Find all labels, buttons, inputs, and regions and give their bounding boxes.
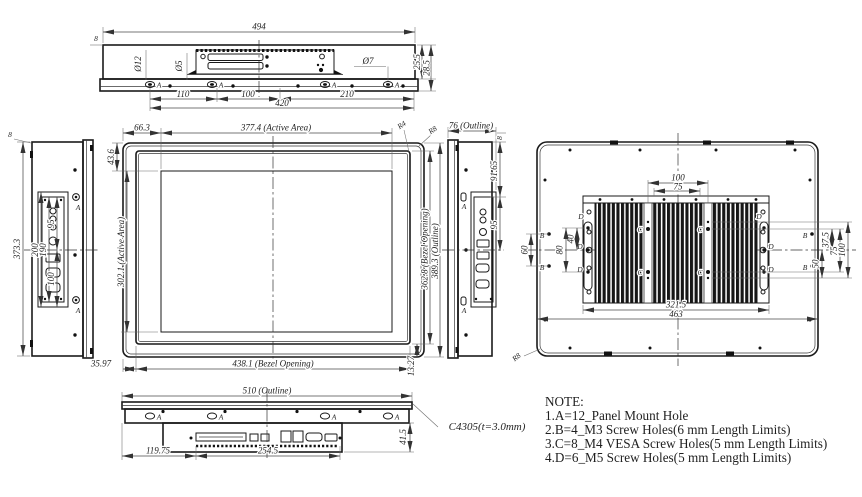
dim-top-span3: 210 bbox=[340, 89, 354, 99]
dim-front-margin-bottom-left: 35.97 bbox=[90, 358, 112, 369]
active-area bbox=[161, 171, 392, 332]
hole-callout-dia5: Ø5 bbox=[174, 60, 184, 72]
dim-right-95: 95 bbox=[489, 220, 499, 230]
top-mount-plate bbox=[187, 50, 343, 75]
hole-label-a: A bbox=[218, 412, 224, 422]
hole-label-a: A bbox=[394, 80, 400, 90]
dim-rear-vesa100-width: 100 bbox=[671, 172, 685, 183]
dim-rear-80: 80 bbox=[554, 245, 565, 255]
front-view bbox=[90, 119, 444, 376]
dim-front-active-height: 302.1 (Active Area) bbox=[116, 216, 126, 288]
dim-rear-width: 463 bbox=[669, 309, 683, 319]
hole-label-c: C bbox=[697, 268, 703, 277]
dim-front-bezel-height: 362.8 (Bezel Opening) bbox=[419, 208, 430, 290]
note-line-4: 4.D=6_M5 Screw Holes(5 mm Length Limits) bbox=[545, 450, 792, 465]
hole-label-d: D bbox=[577, 242, 583, 251]
dim-rear-40: 40 bbox=[565, 234, 576, 244]
hole-label-d: D bbox=[578, 212, 584, 221]
note-line-1: 1.A=12_Panel Mount Hole bbox=[545, 408, 689, 423]
bottom-mount-holes bbox=[145, 410, 392, 419]
dim-bottom-11975: 119.75 bbox=[145, 445, 171, 456]
dim-right-offset-top: 8 bbox=[495, 136, 504, 140]
dim-top-height2: 28.5 bbox=[421, 60, 432, 76]
hole-label-a: A bbox=[156, 412, 162, 422]
dim-rear-vesa75-width: 75 bbox=[673, 181, 683, 192]
hole-label-a: A bbox=[75, 306, 81, 315]
dim-rear-60: 60 bbox=[519, 245, 530, 255]
dim-rear-heatsink-width: 321.5 bbox=[665, 299, 687, 310]
hole-label-b: B bbox=[802, 231, 808, 240]
hole-callout-dia7: Ø7 bbox=[362, 56, 374, 66]
heatsink bbox=[583, 196, 769, 303]
dim-top-span2: 100 bbox=[241, 89, 255, 99]
dim-left-100: 100 bbox=[46, 272, 56, 286]
dim-front-active-width: 377.4 (Active Area) bbox=[240, 122, 312, 133]
dim-left-95: 95 bbox=[46, 219, 56, 229]
top-view bbox=[90, 22, 436, 112]
radius-label-r8: R8 bbox=[426, 123, 439, 137]
left-side-view bbox=[8, 130, 100, 358]
dim-rear-75: 75 bbox=[829, 246, 839, 256]
dim-rear-100: 100 bbox=[837, 243, 847, 257]
rear-view bbox=[510, 133, 856, 366]
hole-label-d: D bbox=[768, 242, 774, 251]
hole-label-a: A bbox=[156, 80, 162, 90]
bottom-io-ports bbox=[190, 431, 342, 446]
hole-callout-dia12: Ø12 bbox=[133, 56, 143, 72]
hole-label-c: C bbox=[637, 225, 643, 234]
radius-label-rear-r8: R8 bbox=[510, 350, 523, 364]
dim-rear-50: 50 bbox=[810, 259, 821, 269]
hole-label-a: A bbox=[461, 306, 467, 315]
dim-right-9165: 91.65 bbox=[489, 160, 499, 182]
hole-label-a: A bbox=[394, 412, 400, 422]
radius-label-r4: R4 bbox=[395, 118, 408, 132]
hole-label-b: B bbox=[802, 263, 808, 272]
dim-front-outline-height: 389.3 (Outline) bbox=[430, 223, 440, 279]
dim-top-span1: 110 bbox=[176, 89, 190, 99]
notes-block bbox=[545, 394, 827, 465]
dim-top-offset-left: 8 bbox=[94, 34, 98, 43]
dim-right-outline-width: 76 (Outline) bbox=[448, 120, 494, 131]
hole-label-a: A bbox=[331, 80, 337, 90]
dim-front-margin-left: 66.3 bbox=[134, 122, 150, 133]
bottom-view bbox=[122, 386, 526, 461]
hole-label-b: B bbox=[539, 231, 545, 240]
dim-bottom-415: 41.5 bbox=[398, 429, 408, 445]
hole-label-a: A bbox=[75, 203, 81, 212]
dim-left-height: 373.3 bbox=[12, 238, 22, 260]
dim-front-margin-top: 43.6 bbox=[106, 149, 116, 165]
hole-label-d: D bbox=[577, 265, 583, 274]
hole-label-d: D bbox=[768, 265, 774, 274]
dim-bottom-outline-width: 510 (Outline) bbox=[242, 385, 292, 396]
hole-label-c: C bbox=[637, 268, 643, 277]
dim-bottom-2545: 254.5 bbox=[257, 445, 279, 456]
dim-top-span-total: 420 bbox=[275, 98, 289, 108]
dim-left-offset-top: 8 bbox=[8, 130, 12, 139]
dim-rear-375: 37.5 bbox=[820, 232, 831, 248]
hole-label-a: A bbox=[218, 80, 224, 90]
hole-label-d: D bbox=[756, 212, 762, 221]
note-title: NOTE: bbox=[545, 394, 584, 409]
hole-label-a: A bbox=[331, 412, 337, 422]
dim-left-190: 190 bbox=[38, 243, 48, 257]
dim-left-200: 200 bbox=[30, 243, 40, 257]
dim-top-width: 494 bbox=[252, 21, 266, 32]
dim-top-height1: 25.5 bbox=[412, 54, 422, 70]
note-line-2: 2.B=4_M3 Screw Holes(6 mm Length Limits) bbox=[545, 422, 791, 437]
dim-front-bezel-width: 438.1 (Bezel Opening) bbox=[232, 358, 314, 369]
dim-front-margin-bottom-right: 13.27 bbox=[406, 355, 416, 377]
note-line-3: 3.C=8_M4 VESA Screw Holes(5 mm Length Limits) bbox=[545, 436, 828, 451]
hole-label-c: C bbox=[697, 225, 703, 234]
right-side-view bbox=[442, 121, 506, 359]
panel-callout: C4305(t=3.0mm) bbox=[448, 421, 526, 433]
hole-label-a: A bbox=[461, 202, 467, 211]
hole-label-b: B bbox=[539, 263, 545, 272]
